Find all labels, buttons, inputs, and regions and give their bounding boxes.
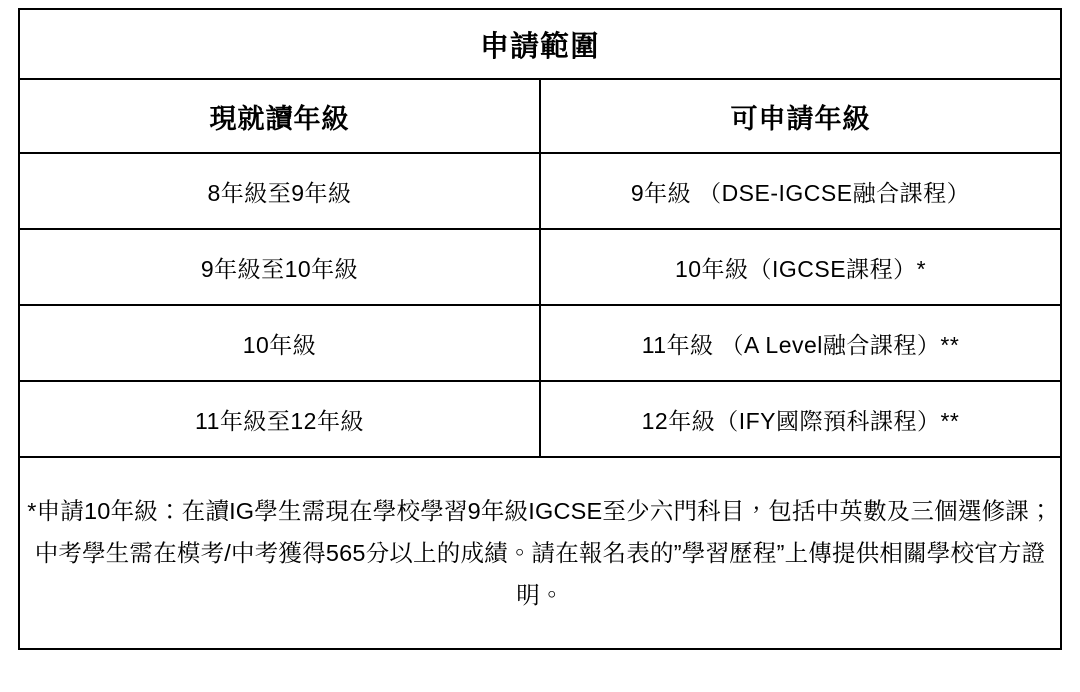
cell-eligible-grade: 11年級 （A Level融合課程）**	[540, 305, 1061, 381]
page-title: 申請範圍	[19, 9, 1061, 79]
footnote-text: *申請10年級：在讀IG學生需現在學校學習9年級IGCSE至少六門科目，包括中英數及三個選修課；中考學生需在模考/中考獲得565分以上的成績。請在報名表的”學習歷程”上傳提供相關學校官方證明。	[27, 498, 1053, 608]
cell-eligible-grade: 12年級（IFY國際預科課程）**	[540, 381, 1061, 457]
column-header-eligible-grade: 可申請年級	[540, 79, 1061, 153]
cell-eligible-grade: 9年級 （DSE-IGCSE融合課程）	[540, 153, 1061, 229]
table-row	[19, 229, 1061, 305]
application-scope-table	[18, 8, 1062, 650]
column-header-current-grade: 現就讀年級	[19, 79, 540, 153]
cell-eligible-grade: 10年級（IGCSE課程）*	[540, 229, 1061, 305]
cell-current-grade: 9年級至10年級	[19, 229, 540, 305]
table-header-row	[19, 79, 1061, 153]
cell-current-grade: 10年級	[19, 305, 540, 381]
table-row	[19, 305, 1061, 381]
footnote-cell	[19, 457, 1061, 649]
table-row	[19, 381, 1061, 457]
table-title-row	[19, 9, 1061, 79]
table-note-row	[19, 457, 1061, 649]
cell-current-grade: 11年級至12年級	[19, 381, 540, 457]
cell-current-grade: 8年級至9年級	[19, 153, 540, 229]
table-row	[19, 153, 1061, 229]
